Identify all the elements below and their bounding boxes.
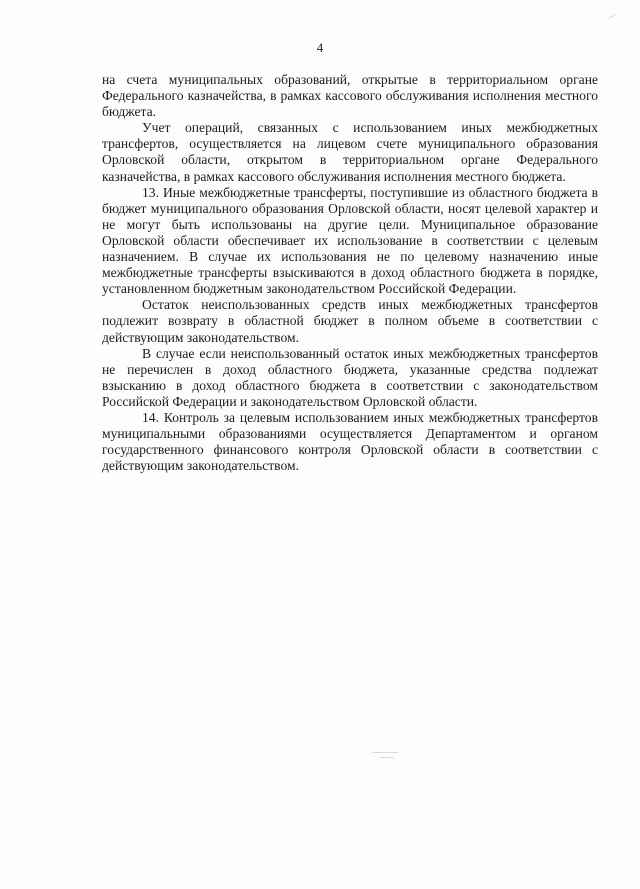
document-body [102,72,598,474]
paragraph-accounting: Учет операций, связанных с использованием иных межбюджетных трансфертов, осуществляется на лицевом счете муниципального образования Орловской области, открытом в территориальном органе Федерального казначейства, в рамках кассового обслуживания исполнения местного бюджета. [102,120,598,184]
paragraph-clause-14: 14. Контроль за целевым использованием иных межбюджетных трансфертов муниципальными образованиями осуществляется Департаментом и органом государственного финансового контроля Орловской области в соответствии с действующим законодательством. [102,409,598,474]
page-number: 4 [316,40,324,55]
paragraph-clause-13: 13. Иные межбюджетные трансферты, поступившие из областного бюджета в бюджет муниципального образования Орловской области, носят целевой характер и не могут быть использованы на другие цели. Муниципальное образование Орловской области обеспечивает их использование в соответствии с целевым назначением. В случае их использования не по целевому назначению иные межбюджетные трансферты взыскиваются в доход областного бюджета в порядке, установленном бюджетным законодательством Российской Федерации. [102,184,598,297]
scan-artifact [372,752,398,753]
scan-artifact [608,14,615,19]
paragraph-recovery: В случае если неиспользованный остаток иных межбюджетных трансфертов не перечислен в доход областного бюджета, указанные средства подлежат взысканию в доход областного бюджета в соответствии с законодательством Российской Федерации и законодательством Орловской области. [102,345,598,409]
paragraph-continuation: на счета муниципальных образований, открытые в территориальном органе Федерального казначейства, в рамках кассового обслуживания исполнения местного бюджета. [102,72,598,120]
paragraph-unused-balance: Остаток неиспользованных средств иных межбюджетных трансфертов подлежит возврату в областной бюджет в полном объеме в соответствии с действующим законодательством. [102,297,598,345]
scan-artifact [380,757,394,758]
